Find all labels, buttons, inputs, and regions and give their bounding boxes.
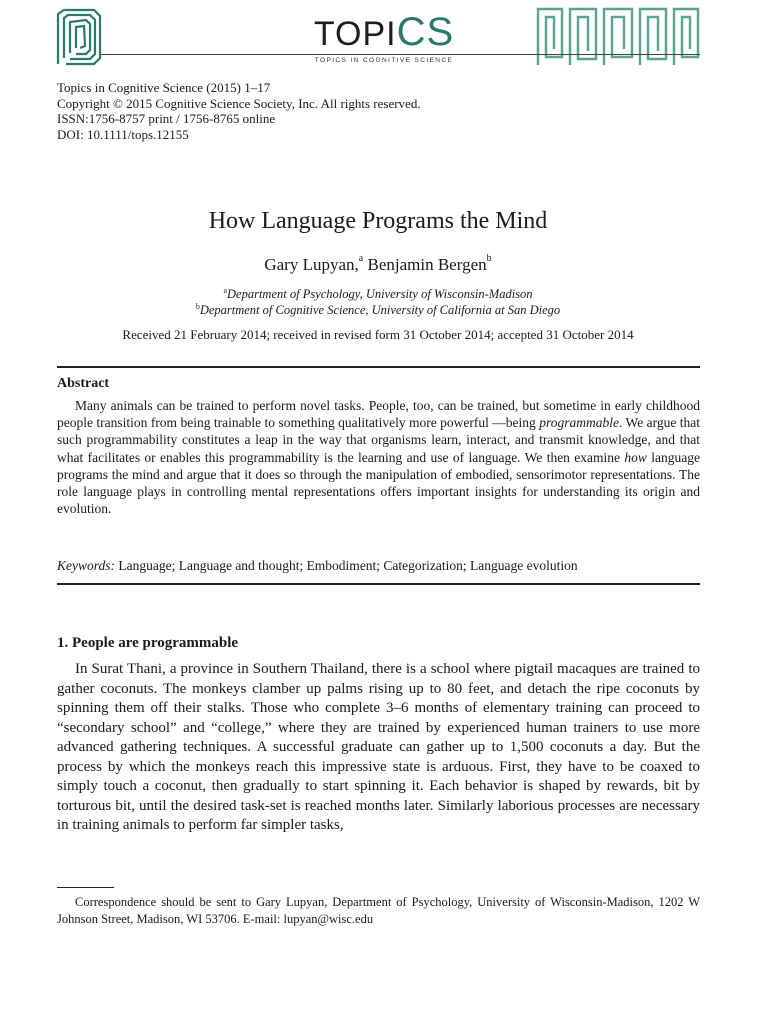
abstract-text: Many animals can be trained to perform novel tasks. People, too, can be trained, but sometime in early childhood people transition from being trainable to something qualitatively more powerful —being [57, 398, 700, 431]
affiliation [0, 302, 756, 318]
header-rule [100, 54, 700, 55]
abstract-body [57, 397, 700, 517]
author-name: Benjamin Bergen [363, 255, 487, 274]
abstract-emphasis: programmable [539, 415, 619, 431]
abstract-text: . We argue that such programmability constitutes a leap in the way that organisms learn, interact, and transmit knowledge, and that what facilitates or enables this programmability is the learning and use of language. We then examine [57, 415, 700, 465]
article-title: How Language Programs the Mind [208, 208, 548, 234]
affil-text: Department of Psychology, University of Wisconsin-Madison [227, 287, 533, 301]
doi-line: DOI: 10.1111/tops.12155 [57, 126, 189, 142]
affil-mark: b [195, 301, 200, 311]
keywords [57, 557, 700, 574]
author-list [0, 254, 756, 276]
affiliation [0, 286, 756, 302]
abstract-emphasis: how [624, 449, 647, 465]
section-heading: 1. People are programmable [57, 635, 239, 651]
abstract-bottom-rule [57, 583, 700, 585]
abstract-text: language programs the mind and argue that it does so through the manipulation of embodied, sensorimotor representations. The role language plays in controlling mental representations offers important insights for understanding its origin and evolution. [57, 449, 700, 517]
wordmark-part-a: TOPI [313, 15, 397, 53]
citation-block [57, 80, 421, 142]
abstract-top-rule [57, 366, 700, 368]
journal-subtitle: TOPICS IN COGNITIVE SCIENCE [314, 57, 454, 64]
keywords-label: Keywords: [57, 558, 115, 573]
affil-mark: a [223, 285, 228, 295]
wordmark-part-b: CS [396, 10, 455, 54]
affil-text: Department of Cognitive Science, University of California at San Diego [199, 303, 561, 317]
abstract-heading: Abstract [57, 376, 110, 391]
keywords-list: Language; Language and thought; Embodiment; Categorization; Language evolution [115, 558, 578, 573]
copyright-line: Copyright © 2015 Cognitive Science Society, Inc. All rights reserved. [57, 95, 421, 111]
section-body: In Surat Thani, a province in Southern Thailand, there is a school where pigtail macaques are trained to gather coconuts. The monkeys clamber up palms rising up to 80 feet, and detach the ripe coconuts by spinning them off their stalks. Those who complete 3–6 months of elementary training can proceed to “secondary school” and “college,” where they are trained by experienced human trainers to use more advanced gathering techniques. A successful graduate can gather up to 1,500 coconuts a day. But the process by which the monkeys reach this impressive state is arduous. First, they have to be coaxed to simply touch a coconut, then gradually to start spinning it. Each behavior is shaped by rewards, bit by torturous bit, until the desired task-set is reached months later. Similarly laborious processes are necessary in training animals to perform far simpler tasks, [57, 661, 700, 833]
correspondence-footnote: Correspondence should be sent to Gary Lupyan, Department of Psychology, University of Wisconsin-Madison, 1202 W Johnson Street, Madison, WI 53706. E-mail: lupyan@wisc.edu [57, 895, 700, 926]
author-name: Gary Lupyan, [264, 255, 359, 274]
author-affil-mark: b [486, 253, 492, 265]
journal-wordmark [0, 12, 768, 54]
issn-line: ISSN:1756-8757 print / 1756-8765 online [57, 111, 276, 126]
footnote-rule [57, 887, 114, 888]
author-affil-mark: a [358, 253, 364, 265]
received-dates: Received 21 February 2014; received in revised form 31 October 2014; accepted 31 October 2014 [122, 327, 634, 342]
citation-line: Topics in Cognitive Science (2015) 1–17 [57, 80, 271, 95]
